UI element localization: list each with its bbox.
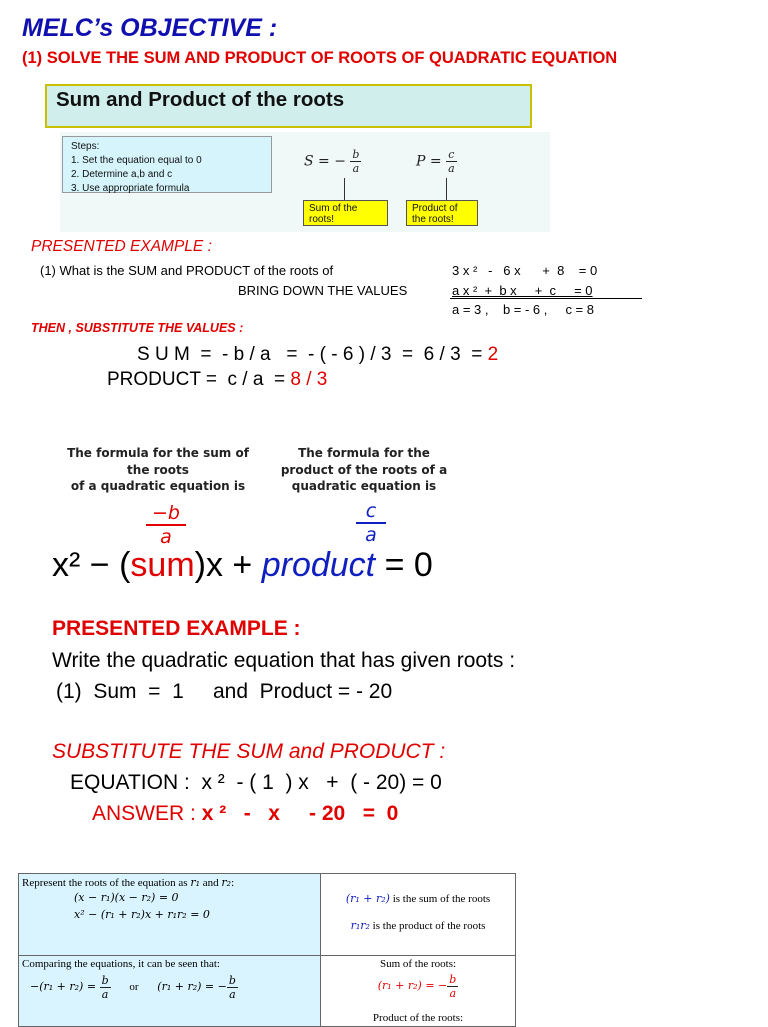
steps-box bbox=[62, 136, 272, 193]
quadratic-formula: x² − (sum)x + product = 0 bbox=[52, 546, 433, 584]
divider bbox=[450, 298, 642, 299]
table-cell: Comparing the equations, it can be seen that: −(r₁ + r₂) = $\frac{b}{a}$ or (r₁ + r₂) = − $\frac{b}{a}$ bbox=[19, 956, 321, 1027]
page-title: MELC’s OBJECTIVE : bbox=[22, 14, 278, 42]
objective-text: (1) SOLVE THE SUM AND PRODUCT OF ROOTS OF QUADRATIC EQUATION bbox=[22, 49, 618, 67]
roots-table bbox=[18, 873, 516, 1027]
sum-formula: S = − $\frac{b}{a}$ bbox=[304, 148, 360, 175]
given-equation: 3 x ² - 6 x + 8 = 0 bbox=[452, 263, 598, 278]
example2-line2: (1) Sum = 1 and Product = - 20 bbox=[56, 680, 393, 703]
slide-title: Sum and Product of the roots bbox=[56, 88, 345, 111]
product-formula-caption: The formula for the product of the roots of a quadratic equation is bbox=[280, 446, 448, 493]
arrow-icon bbox=[344, 178, 345, 200]
example-question: (1) What is the SUM and PRODUCT of the roots of bbox=[40, 263, 334, 278]
step-item: 3. Use appropriate formula bbox=[71, 183, 190, 194]
sum-label-box: Sum of the roots! bbox=[303, 200, 388, 226]
steps-title: Steps: bbox=[71, 141, 100, 152]
general-equation: a x ² + b x + c = 0 bbox=[452, 283, 593, 298]
arrow-icon bbox=[446, 178, 447, 200]
bring-down-text: BRING DOWN THE VALUES bbox=[238, 283, 408, 298]
example2-line1: Write the quadratic equation that has given roots : bbox=[52, 649, 516, 672]
coefficient-values: a = 3 , b = - 6 , c = 8 bbox=[452, 302, 594, 317]
product-fraction: c a bbox=[356, 500, 386, 546]
substitute-heading-2: SUBSTITUTE THE SUM and PRODUCT : bbox=[52, 740, 446, 763]
substitute-heading: THEN , SUBSTITUTE THE VALUES : bbox=[31, 321, 244, 335]
example-heading: PRESENTED EXAMPLE : bbox=[31, 238, 212, 255]
sum-line: S U M = - b / a = - ( - 6 ) / 3 = 6 / 3 = 2 bbox=[137, 344, 499, 365]
table-cell: Sum of the roots: (r₁ + r₂) = − $\frac{b}{a}$ Product of the roots: bbox=[321, 956, 516, 1027]
step-item: 2. Determine a,b and c bbox=[71, 169, 173, 180]
step-item: 1. Set the equation equal to 0 bbox=[71, 155, 202, 166]
example2-heading: PRESENTED EXAMPLE : bbox=[52, 617, 301, 640]
product-formula: P = $\frac{c}{a}$ bbox=[416, 148, 455, 175]
table-cell: (r₁ + r₂) is the sum of the roots r₁r₂ is the product of the roots bbox=[321, 874, 516, 956]
sum-fraction: −b a bbox=[146, 502, 186, 548]
sum-formula-caption: The formula for the sum of the roots of a quadratic equation is bbox=[67, 446, 249, 493]
product-line: PRODUCT = c / a = 8 / 3 bbox=[107, 369, 328, 390]
answer-line: ANSWER : x ² - x - 20 = 0 bbox=[92, 802, 399, 825]
equation-line: EQUATION : x ² - ( 1 ) x + ( - 20) = 0 bbox=[70, 771, 442, 794]
table-cell: Represent the roots of the equation as r₁ and r₂: (x − r₁)(x − r₂) = 0 x² − (r₁ + r₂)x + r₁r₂ = 0 bbox=[19, 874, 321, 956]
product-label-box: Product of the roots! bbox=[406, 200, 478, 226]
